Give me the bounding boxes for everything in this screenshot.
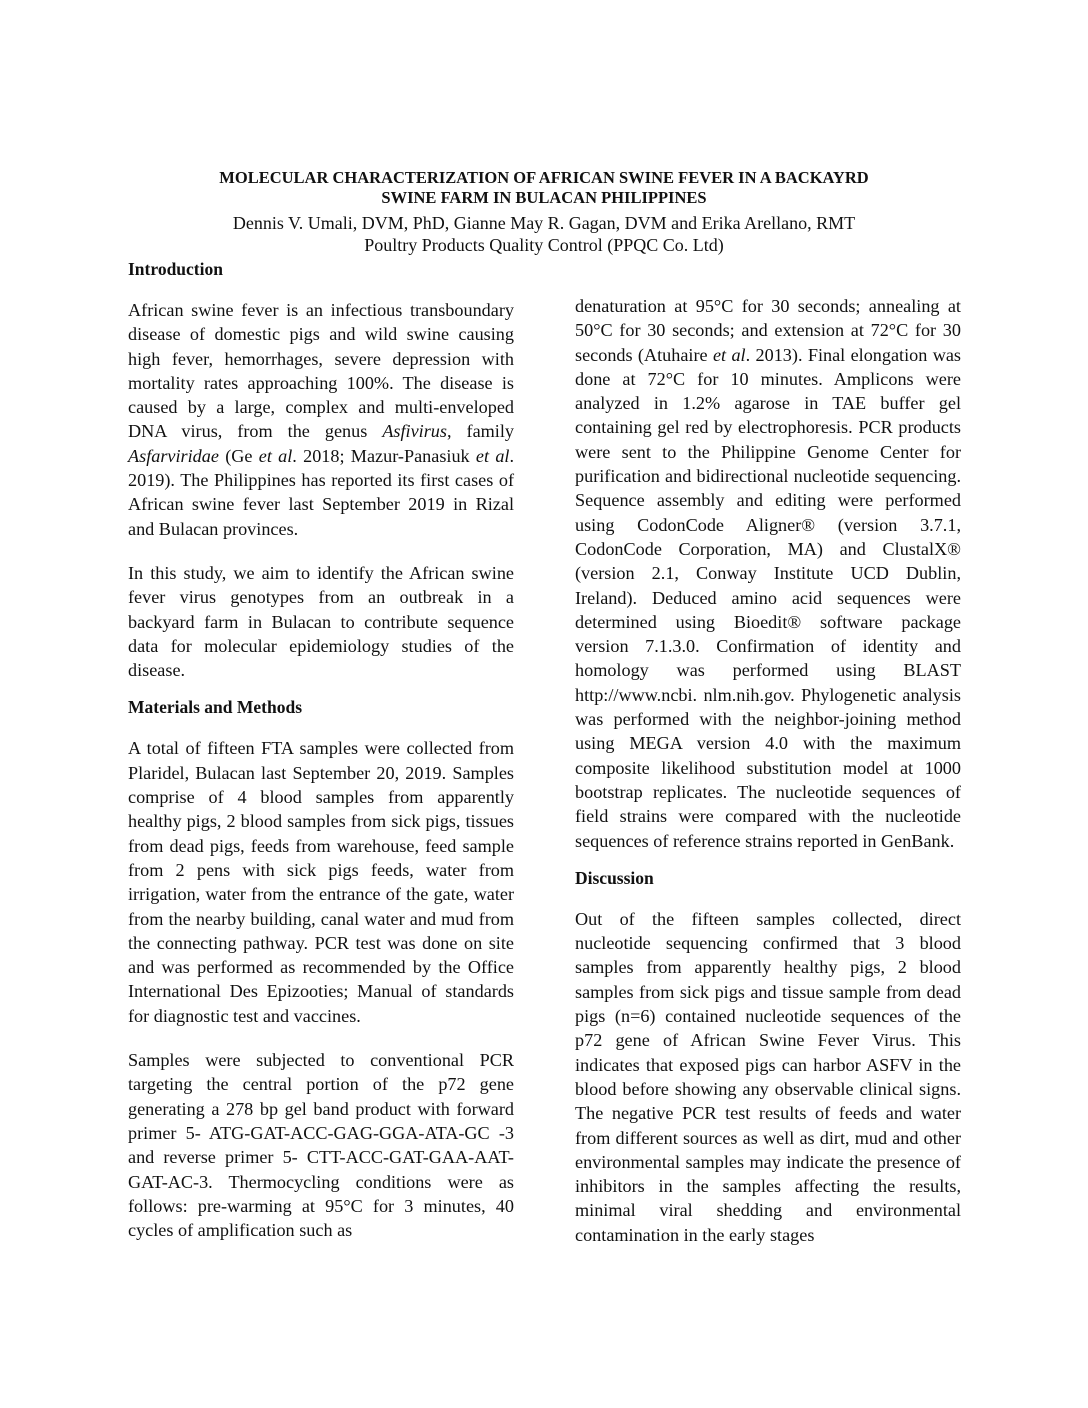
methods-heading: Materials and Methods: [128, 697, 303, 718]
intro-text-d: . 2018; Mazur-Panasiuk: [292, 445, 476, 466]
introduction-paragraph-2: In this study, we aim to identify the African swine fever virus genotypes from an outbreak in a backyard farm in Bulacan to contribute sequence data for molecular epidemiology studies of the disease.: [128, 562, 514, 681]
methods-paragraph-3: [575, 294, 961, 853]
discussion-heading: Discussion: [575, 867, 654, 888]
genus-name: Asfivirus: [382, 421, 447, 442]
family-name: Asfarviridae: [128, 445, 219, 466]
methods-text-b: . 2013). Final elongation was done at 72°C for 10 minutes. Amplicons were analyzed in 1.2% agarose in TAE buffer gel containing gel red by electrophoresis. PCR products were sent to the Philippine Genome Center for purification and bidirectional nucleotide sequencing. Sequence assembly and editing were performed using CodonCode Aligner® (version 3.7.1, CodonCode Corporation, MA) and ClustalX® (version 2.1, Conway Institute UCD Dublin, Ireland). Deduced amino acid sequences were determined using Bioedit® software package version 7.1.3.0. Confirmation of identity and homology was performed using BLAST http://www.ncbi. nlm.nih.gov. Phylogenetic analysis was performed with the neighbor-joining method using MEGA version 4.0 with the maximum composite likelihood substitution model at 1000 bootstrap replicates. The nucleotide sequences of field strains were compared with the nucleotide sequences of reference strains reported in GenBank.: [575, 344, 961, 851]
et-al-3: et al: [712, 344, 746, 365]
et-al-1: et al: [258, 445, 293, 466]
methods-paragraph-1: A total of fifteen FTA samples were collected from Plaridel, Bulacan last September 20, 2019. Samples comprise of 4 blood samples from apparently healthy pigs, 2 blood samples from sick pigs, tissues from dead pigs, feeds from warehouse, feed sample from 2 pens with sick pigs feeds, water from irrigation, water from the entrance of the gate, water from the nearby building, canal water and mud from the connecting pathway. PCR test was done on site and was performed as recommended by the Office International Des Epizooties; Manual of standards for diagnostic test and vaccines.: [128, 738, 514, 1026]
introduction-heading: Introduction: [128, 259, 223, 279]
intro-text-e: . 2019). The Philippines has reported its first cases of African swine fever last September 2019 in Rizal and Bulacan provinces.: [128, 445, 515, 539]
paper-title: [128, 168, 960, 208]
introduction-paragraph-1: [128, 298, 514, 541]
methods-paragraph-2: Samples were subjected to conventional PCR targeting the central portion of the p72 gene generating a 278 bp gel band product with forward primer 5- ATG-GAT-ACC-GAG-GGA-ATA-GC -3 and reverse primer 5- CTT-ACC-GAT-GAA-AAT-GAT-AC-3. Thermocycling conditions were as follows: pre-warming at 95°C for 3 minutes, 40 cycles of amplification such as: [128, 1050, 514, 1241]
intro-text-a: African swine fever is an infectious transboundary disease of domestic pigs and wild swine causing high fever, hemorrhages, severe depression with mortality rates approaching 100%. The disease is caused by a large, complex and multi-enveloped DNA virus, from the genus: [128, 300, 514, 442]
left-column: [128, 258, 514, 1242]
intro-text-c: (Ge: [218, 445, 259, 466]
et-al-2: et al: [475, 445, 510, 466]
right-column: [575, 294, 961, 1247]
affiliation: Poultry Products Quality Control (PPQC Co. Ltd): [364, 235, 724, 255]
title-line-2: SWINE FARM IN BULACAN PHILIPPINES: [381, 188, 707, 207]
author-names: Dennis V. Umali, DVM, PhD, Gianne May R. Gagan, DVM and Erika Arellano, RMT: [232, 213, 856, 233]
author-block: [128, 212, 960, 256]
methods-text-a: denaturation at 95°C for 30 seconds; annealing at 50°C for 30 seconds; and extension at 72°C for 30 seconds (Atuhaire: [575, 296, 961, 365]
intro-text-b: , family: [446, 421, 515, 442]
title-line-1: MOLECULAR CHARACTERIZATION OF AFRICAN SWINE FEVER IN A BACKAYRD: [219, 168, 869, 187]
discussion-paragraph-1: Out of the fifteen samples collected, direct nucleotide sequencing confirmed that 3 blood samples from apparently healthy pigs, 2 blood samples from sick pigs and tissue sample from dead pigs (n=6) contained nucleotide sequences of the p72 gene of African Swine Fever Virus. This indicates that exposed pigs can harbor ASFV in the blood before showing any observable clinical signs. The negative PCR test results of feeds and water from different sources as well as dirt, mud and other environmental samples may indicate the presence of inhibitors in the samples affecting the results, minimal viral shedding and environmental contamination in the early stages: [575, 908, 961, 1245]
